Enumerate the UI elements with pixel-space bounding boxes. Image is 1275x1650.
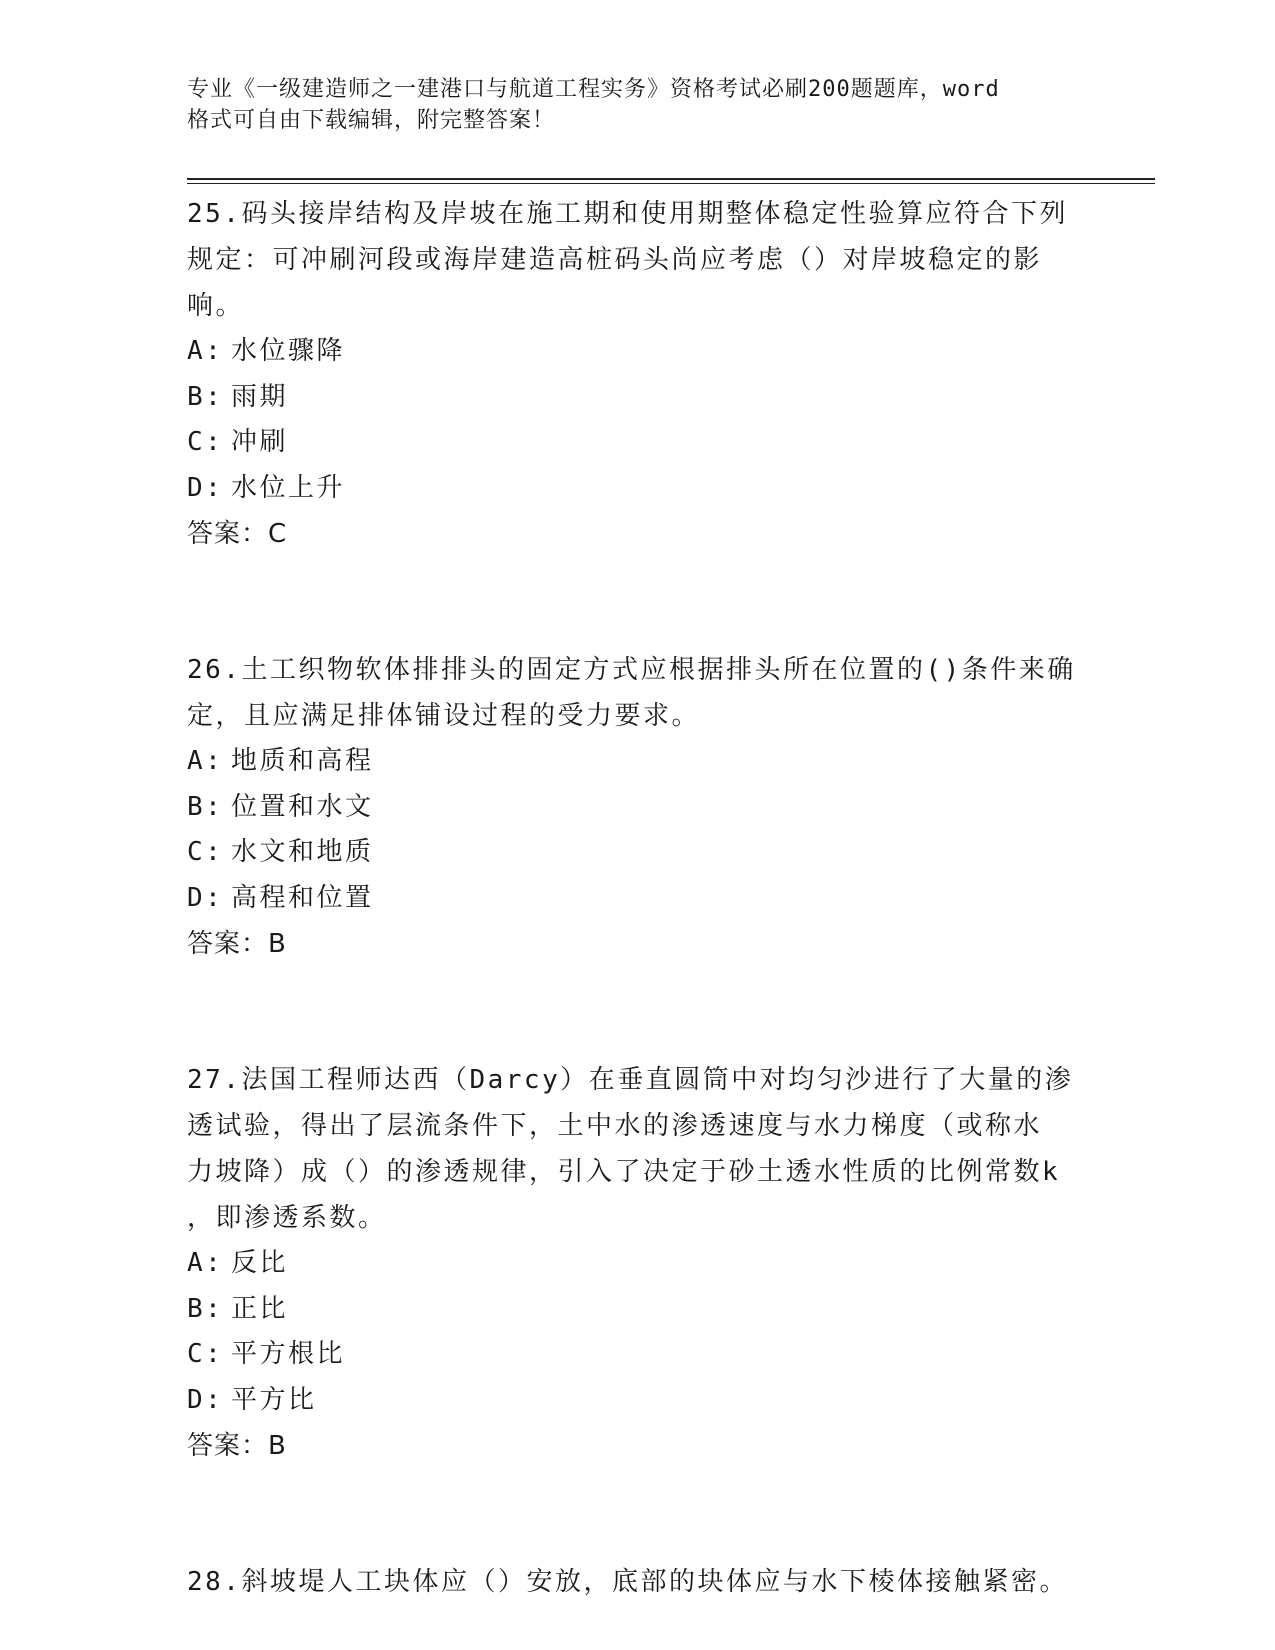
- question-stem-line: 力坡降）成（）的渗透规律，引入了决定于砂土透水性质的比例常数k: [187, 1157, 1061, 1187]
- option-text: 位置和水文: [231, 791, 374, 822]
- option-text: 平方根比: [231, 1339, 346, 1369]
- question-stem-line: 透试验，得出了层流条件下，土中水的渗透速度与水力梯度（或称水: [187, 1111, 1043, 1141]
- question-stem-line: 定，且应满足排体铺设过程的受力要求。: [187, 701, 701, 731]
- option-key: D:: [187, 882, 224, 913]
- answer-line: 答案：B: [187, 929, 287, 959]
- question-stem-line: 规定：可冲刷河段或海岸建造高桩码头尚应考虑（）对岸坡稳定的影: [187, 245, 1043, 275]
- question-stem-line: 25.码头接岸结构及岸坡在施工期和使用期整体稳定性验算应符合下列: [187, 199, 1068, 229]
- question-26: [187, 647, 1087, 967]
- option-text: 冲刷: [231, 427, 289, 457]
- question-gap: [187, 1469, 1087, 1559]
- option-c: [187, 830, 1087, 876]
- option-text: 正比: [231, 1293, 289, 1324]
- option-key: D:: [187, 1384, 224, 1415]
- option-c: [187, 420, 1087, 466]
- option-text: 雨期: [231, 381, 289, 412]
- question-gap: [187, 557, 1087, 647]
- answer-line: 答案：B: [187, 1431, 287, 1461]
- option-key: D:: [187, 472, 224, 503]
- option-a: [187, 329, 1087, 375]
- question-gap: [187, 967, 1087, 1057]
- header-divider-thick: [187, 178, 1155, 180]
- option-b: [187, 1287, 1087, 1333]
- document-header: [187, 74, 1067, 136]
- option-text: 水位骤降: [231, 336, 346, 366]
- option-key: C:: [187, 837, 224, 867]
- option-c: [187, 1332, 1087, 1378]
- option-d: [187, 876, 1087, 922]
- question-stem-line: 26.土工织物软体排排头的固定方式应根据排头所在位置的()条件来确: [187, 655, 1076, 685]
- option-key: A:: [187, 336, 224, 366]
- question-28: [187, 1559, 1087, 1605]
- option-d: [187, 1378, 1087, 1424]
- option-text: 平方比: [231, 1384, 317, 1415]
- option-a: [187, 1241, 1087, 1287]
- option-text: 地质和高程: [231, 746, 374, 776]
- option-b: [187, 375, 1087, 421]
- question-stem-line: 28.斜坡堤人工块体应（）安放，底部的块体应与水下棱体接触紧密。: [187, 1567, 1068, 1597]
- option-d: [187, 466, 1087, 512]
- question-stem-line: ，即渗透系数。: [187, 1203, 387, 1233]
- question-stem-line: 响。: [187, 291, 245, 321]
- option-key: A:: [187, 1248, 224, 1278]
- option-key: B:: [187, 1293, 224, 1324]
- option-key: A:: [187, 746, 224, 776]
- option-text: 水位上升: [231, 472, 346, 503]
- option-key: C:: [187, 1339, 224, 1369]
- question-list: [187, 191, 1087, 1605]
- header-divider-thin: [187, 183, 1155, 184]
- option-text: 水文和地质: [231, 837, 374, 867]
- question-27: [187, 1057, 1087, 1469]
- header-line-2: 格式可自由下载编辑，附完整答案！: [187, 108, 556, 133]
- option-key: B:: [187, 791, 224, 822]
- option-key: C:: [187, 427, 224, 457]
- option-text: 反比: [231, 1248, 289, 1278]
- option-key: B:: [187, 381, 224, 412]
- question-stem-line: 27.法国工程师达西（Darcy）在垂直圆筒中对均匀沙进行了大量的渗: [187, 1065, 1074, 1095]
- question-25: [187, 191, 1087, 557]
- option-text: 高程和位置: [231, 882, 374, 913]
- option-a: [187, 739, 1087, 785]
- option-b: [187, 785, 1087, 831]
- header-line-1: 专业《一级建造师之一建港口与航道工程实务》资格考试必刷200题题库，word: [187, 77, 1000, 102]
- answer-line: 答案：C: [187, 519, 288, 549]
